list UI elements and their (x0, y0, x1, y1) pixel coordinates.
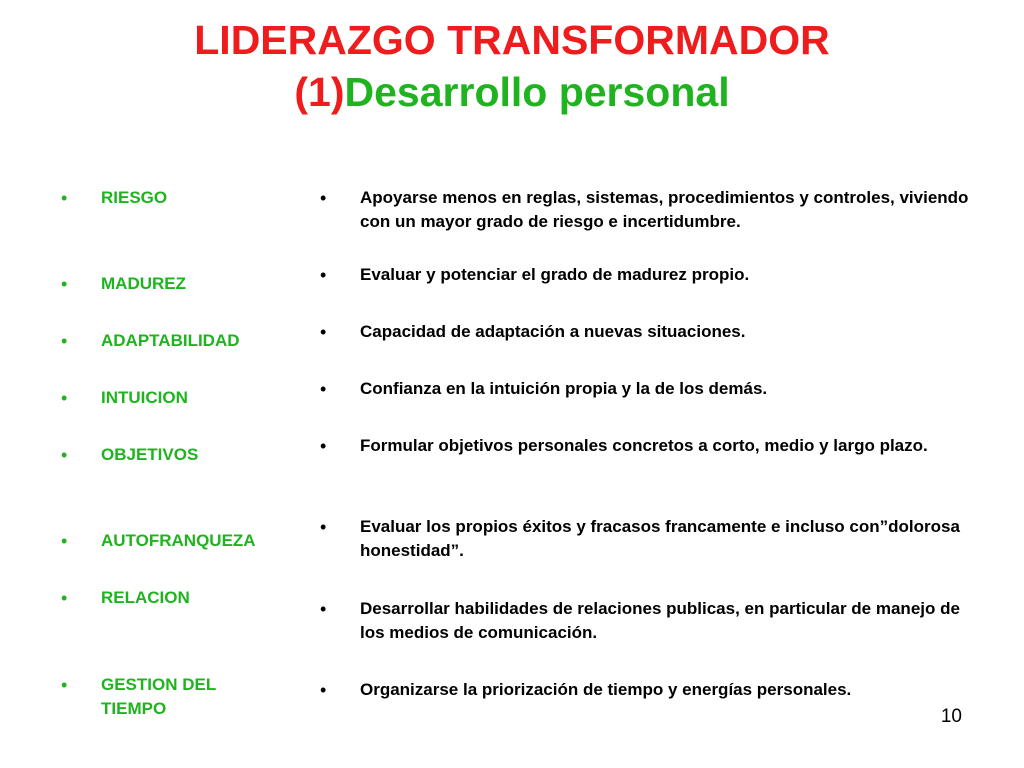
bullet: • (320, 680, 327, 700)
topic-label: RELACION (101, 588, 190, 607)
bullet: • (61, 331, 68, 351)
bullet: • (61, 274, 68, 294)
bullet: • (320, 265, 327, 285)
bullet: • (320, 188, 327, 208)
topic-label: INTUICION (101, 388, 188, 407)
title-number: (1) (294, 69, 345, 115)
bullet: • (61, 531, 68, 551)
bullet: • (320, 436, 327, 456)
topic-label: OBJETIVOS (101, 445, 199, 464)
description-text: Confianza en la intuición propia y la de los demás. (360, 379, 768, 398)
topic-label: GESTION DEL TIEMPO (101, 675, 216, 718)
topic-label: ADAPTABILIDAD (101, 331, 240, 350)
bullet: • (320, 517, 327, 537)
description-text: Evaluar los propios éxitos y fracasos francamente e incluso con”dolorosa honestidad”. (360, 517, 960, 560)
description-text: Capacidad de adaptación a nuevas situaciones. (360, 322, 746, 341)
topic-label: MADUREZ (101, 274, 186, 293)
description-text: Evaluar y potenciar el grado de madurez propio. (360, 265, 750, 284)
description-text: Organizarse la priorización de tiempo y energías personales. (360, 680, 852, 699)
bullet: • (61, 388, 68, 408)
topic-label: AUTOFRANQUEZA (101, 531, 256, 550)
title-line-2 (0, 66, 1024, 118)
title-line-1: LIDERAZGO TRANSFORMADOR (194, 17, 830, 63)
bullet: • (61, 188, 68, 208)
bullet: • (61, 588, 68, 608)
title-subtitle: Desarrollo personal (344, 69, 730, 115)
bullet: • (320, 322, 327, 342)
bullet: • (320, 379, 327, 399)
page-number: 10 (940, 706, 962, 727)
bullet: • (61, 675, 68, 695)
description-text: Formular objetivos personales concretos a corto, medio y largo plazo. (360, 436, 928, 455)
topic-label: RIESGO (101, 188, 168, 207)
description-text: Desarrollar habilidades de relaciones publicas, en particular de manejo de los medios de comunicación. (360, 599, 960, 642)
description-text: Apoyarse menos en reglas, sistemas, procedimientos y controles, viviendo con un mayor grado de riesgo e incertidumbre. (360, 188, 969, 231)
bullet: • (61, 445, 68, 465)
slide-title (0, 14, 1024, 118)
bullet: • (320, 599, 327, 619)
